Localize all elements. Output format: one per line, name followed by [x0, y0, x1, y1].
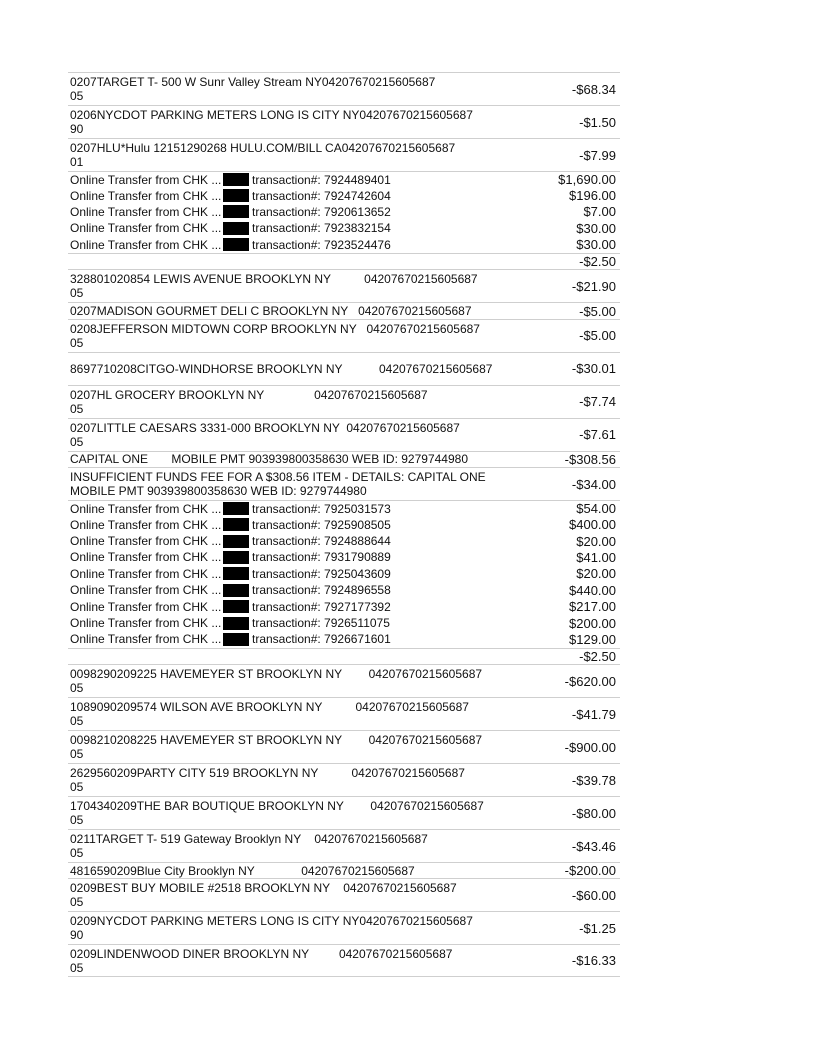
redaction-block	[223, 617, 249, 630]
description-line-2: 05	[70, 747, 84, 762]
transfer-description	[68, 550, 506, 564]
description-line-2: 01	[70, 155, 84, 169]
transaction-row	[68, 664, 620, 697]
redaction-block	[223, 584, 249, 597]
amount: $440.00	[569, 582, 616, 598]
transaction-number: transaction#: 7926511075	[252, 616, 390, 631]
transfer-description	[68, 173, 506, 187]
amount: $30.00	[576, 220, 616, 236]
transaction-description	[68, 470, 506, 498]
redaction-block	[223, 633, 249, 646]
transaction-row	[68, 467, 620, 500]
transaction-number: transaction#: 7927177392	[252, 599, 391, 614]
transfer-description	[68, 238, 506, 252]
transfer-row	[68, 187, 620, 203]
transfer-source: Online Transfer from CHK ...	[70, 172, 222, 187]
transaction-description: 0207MADISON GOURMET DELI C BROOKLYN NY 04207670215605687	[70, 304, 472, 319]
redaction-block	[223, 238, 249, 251]
transfer-source: Online Transfer from CHK ...	[70, 237, 222, 252]
description-line-1: 0211TARGET T- 519 Gateway Brooklyn NY 04207670215605687	[70, 832, 428, 847]
transaction-row	[68, 302, 620, 318]
description-line-2: 05	[70, 401, 84, 416]
transaction-row	[68, 319, 620, 352]
amount: -$2.50	[579, 648, 616, 664]
transaction-table	[68, 72, 620, 977]
transaction-description	[68, 881, 506, 909]
amount: -$7.99	[579, 147, 616, 163]
transfer-source: Online Transfer from CHK ...	[70, 566, 222, 581]
description-line-1: 0209NYCDOT PARKING METERS LONG IS CITY NY04207670215605687	[70, 914, 473, 929]
transaction-number: transaction#: 7926671601	[252, 632, 391, 647]
transfer-description	[68, 616, 506, 630]
transfer-row	[68, 517, 620, 533]
transfer-source: Online Transfer from CHK ...	[70, 632, 222, 647]
transfer-row	[68, 598, 620, 614]
transfer-description	[68, 189, 506, 203]
transfer-source: Online Transfer from CHK ...	[70, 517, 222, 532]
redaction-block	[223, 205, 249, 218]
amount: $1,690.00	[558, 172, 616, 188]
transaction-row	[68, 911, 620, 944]
amount: -$16.33	[571, 953, 616, 969]
transfer-row	[68, 500, 620, 516]
transaction-row	[68, 385, 620, 418]
transfer-row	[68, 220, 620, 236]
amount: -$2.50	[579, 254, 616, 270]
transaction-description	[68, 947, 506, 975]
transaction-row	[68, 138, 620, 171]
description-line-2: 05	[70, 846, 84, 861]
transaction-description	[68, 322, 506, 350]
description-line-1: 0098210208225 HAVEMEYER ST BROOKLYN NY 04207670215605687	[70, 733, 483, 748]
description-line-1: 1704340209THE BAR BOUTIQUE BROOKLYN NY 04207670215605687	[70, 799, 484, 814]
transaction-number: transaction#: 7924742604	[252, 188, 391, 203]
transaction-row	[68, 763, 620, 796]
amount: $196.00	[569, 188, 616, 204]
description-line-2: 05	[70, 286, 84, 301]
transaction-row	[68, 352, 620, 385]
description-line-2: 05	[70, 434, 84, 449]
transaction-description	[68, 914, 506, 942]
transfer-source: Online Transfer from CHK ...	[70, 599, 222, 614]
transfer-row	[68, 204, 620, 220]
transfer-source: Online Transfer from CHK ...	[70, 204, 222, 219]
redaction-block	[223, 600, 249, 613]
description-line-1: 2629560209PARTY CITY 519 BROOKLYN NY 04207670215605687	[70, 766, 465, 781]
redaction-block	[223, 518, 249, 531]
description-line-2: 90	[70, 928, 84, 943]
amount: -$620.00	[564, 673, 616, 689]
redaction-block	[223, 551, 249, 564]
redaction-block	[223, 567, 249, 580]
transaction-number: transaction#: 7924896558	[252, 583, 391, 598]
transfer-source: Online Transfer from CHK ...	[70, 501, 222, 516]
transaction-description	[68, 733, 506, 761]
transfer-source: Online Transfer from CHK ...	[70, 534, 222, 549]
transaction-row	[68, 697, 620, 730]
transfer-description	[68, 632, 506, 646]
transfer-source: Online Transfer from CHK ...	[70, 616, 222, 631]
description-line-1: 0208JEFFERSON MIDTOWN CORP BROOKLYN NY 04207670215605687	[70, 321, 480, 336]
description-line-2: 05	[70, 780, 84, 795]
transfer-description	[68, 534, 506, 548]
amount: -$7.61	[579, 427, 616, 443]
description-line-2: 05	[70, 895, 84, 910]
description-line-2: 05	[70, 89, 84, 103]
transaction-row	[68, 829, 620, 862]
transaction-row	[68, 72, 620, 105]
amount: $20.00	[576, 566, 616, 582]
transaction-description: CAPITAL ONE MOBILE PMT 903939800358630 WEB ID: 9279744980	[70, 452, 468, 467]
transfer-source: Online Transfer from CHK ...	[70, 188, 222, 203]
transaction-number: transaction#: 7931790889	[252, 550, 391, 565]
transaction-description	[68, 272, 506, 300]
amount: $20.00	[576, 533, 616, 549]
transaction-description	[68, 700, 506, 728]
transfer-row	[68, 615, 620, 631]
transaction-row	[68, 878, 620, 911]
transfer-description	[68, 583, 506, 597]
amount: -$900.00	[564, 739, 616, 755]
description-line-2: 05	[70, 681, 84, 696]
amount: -$5.00	[579, 328, 616, 344]
description-line-2: MOBILE PMT 903939800358630 WEB ID: 9279744980	[70, 484, 367, 499]
transfer-source: Online Transfer from CHK ...	[70, 583, 222, 598]
amount: $41.00	[576, 549, 616, 565]
transfer-description	[68, 502, 506, 516]
amount: -$80.00	[571, 805, 616, 821]
transaction-row	[68, 253, 620, 269]
redaction-block	[223, 173, 249, 186]
amount: -$7.74	[579, 394, 616, 410]
description-line-2: 05	[70, 960, 84, 975]
description-line-1: 1089090209574 WILSON AVE BROOKLYN NY 04207670215605687	[70, 700, 469, 715]
amount: -$39.78	[571, 772, 616, 788]
amount: $54.00	[576, 501, 616, 517]
transaction-description	[68, 799, 506, 827]
transfer-row	[68, 171, 620, 187]
transfer-description	[68, 205, 506, 219]
transaction-description	[68, 362, 506, 376]
transaction-number: transaction#: 7924888644	[252, 534, 391, 549]
amount: $129.00	[569, 631, 616, 647]
transaction-number: transaction#: 7925908505	[252, 517, 391, 532]
transaction-row	[68, 944, 620, 977]
transfer-description	[68, 600, 506, 614]
amount: -$1.25	[579, 920, 616, 936]
amount: -$5.00	[579, 303, 616, 319]
description-line-2: 05	[70, 335, 84, 350]
amount: -$43.46	[571, 838, 616, 854]
description-line-1: 0098290209225 HAVEMEYER ST BROOKLYN NY 04207670215605687	[70, 667, 483, 682]
description-line-1: 0209BEST BUY MOBILE #2518 BROOKLYN NY 04207670215605687	[70, 881, 457, 896]
transaction-row	[68, 730, 620, 763]
transaction-description	[68, 766, 506, 794]
transaction-row	[68, 105, 620, 138]
description-line-1: 0209LINDENWOOD DINER BROOKLYN NY 04207670215605687	[70, 946, 453, 961]
transaction-number: transaction#: 7923524476	[252, 237, 391, 252]
transaction-number: transaction#: 7923832154	[252, 221, 391, 236]
description-line-2: 05	[70, 714, 84, 729]
amount: -$60.00	[571, 887, 616, 903]
transaction-number: transaction#: 7920613652	[252, 204, 391, 219]
description-line-1: 0206NYCDOT PARKING METERS LONG IS CITY NY04207670215605687	[70, 108, 473, 122]
transaction-row	[68, 451, 620, 467]
transaction-description	[68, 421, 506, 449]
amount: $30.00	[576, 237, 616, 253]
amount: -$34.00	[571, 476, 616, 492]
amount: $7.00	[583, 204, 616, 220]
transfer-row	[68, 533, 620, 549]
redaction-block	[223, 189, 249, 202]
description-line-1: 0207HLU*Hulu 12151290268 HULU.COM/BILL CA04207670215605687	[70, 141, 456, 155]
redaction-block	[223, 535, 249, 548]
amount: -$41.79	[571, 706, 616, 722]
transfer-description	[68, 518, 506, 532]
redaction-block	[223, 222, 249, 235]
description-line-1: 0207HL GROCERY BROOKLYN NY 04207670215605687	[70, 387, 428, 402]
amount: -$68.34	[571, 81, 616, 97]
transfer-source: Online Transfer from CHK ...	[70, 550, 222, 565]
transaction-description	[68, 667, 506, 695]
transfer-description	[68, 567, 506, 581]
transaction-number: transaction#: 7925031573	[252, 501, 391, 516]
transfer-description	[68, 221, 506, 235]
transaction-number: transaction#: 7925043609	[252, 566, 391, 581]
transaction-description	[68, 832, 506, 860]
amount: -$200.00	[564, 863, 616, 879]
description-line-1: INSUFFICIENT FUNDS FEE FOR A $308.56 ITEM - DETAILS: CAPITAL ONE	[70, 470, 486, 485]
amount: -$1.50	[579, 114, 616, 130]
description-line-1: 0207TARGET T- 500 W Sunr Valley Stream NY04207670215605687	[70, 75, 436, 89]
transaction-row	[68, 796, 620, 829]
amount: -$21.90	[571, 278, 616, 294]
redaction-block	[223, 502, 249, 515]
transfer-row	[68, 631, 620, 647]
amount: $217.00	[569, 599, 616, 615]
transfer-row	[68, 566, 620, 582]
description-line-2: 05	[70, 813, 84, 828]
transaction-row	[68, 418, 620, 451]
transaction-row	[68, 862, 620, 878]
transaction-description	[68, 141, 506, 169]
transaction-number: transaction#: 7924489401	[252, 172, 391, 187]
transaction-description	[68, 75, 506, 103]
description-line-1: 0207LITTLE CAESARS 3331-000 BROOKLYN NY 04207670215605687	[70, 420, 460, 435]
transfer-row	[68, 237, 620, 253]
description-line-2: 90	[70, 122, 84, 136]
amount: -$30.01	[571, 361, 616, 377]
transfer-source: Online Transfer from CHK ...	[70, 221, 222, 236]
transfer-row	[68, 549, 620, 565]
transaction-row	[68, 269, 620, 302]
description-line-1: 8697710208CITGO-WINDHORSE BROOKLYN NY 04207670215605687	[70, 361, 493, 376]
description-line-1: 328801020854 LEWIS AVENUE BROOKLYN NY 04207670215605687	[70, 272, 478, 287]
transfer-row	[68, 582, 620, 598]
transaction-description	[68, 388, 506, 416]
transaction-description	[68, 108, 506, 136]
amount: $200.00	[569, 615, 616, 631]
transaction-description: 4816590209Blue City Brooklyn NY 04207670215605687	[70, 863, 415, 878]
amount: -$308.56	[564, 451, 616, 467]
transaction-row	[68, 648, 620, 664]
amount: $400.00	[569, 517, 616, 533]
